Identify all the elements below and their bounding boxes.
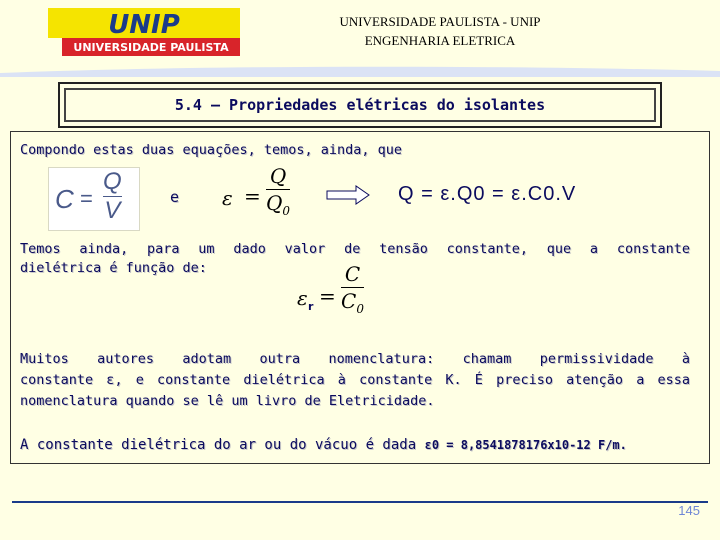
- eq4-lhs: ε: [297, 286, 308, 310]
- para2-line1: Temos ainda, para um dado valor de tensão constante, que a constante: [20, 241, 690, 257]
- eq2-equals: =: [244, 184, 261, 208]
- para3-line1: Muitos autores adotam outra nomenclatura: chamam permissividade à: [20, 351, 690, 367]
- capacitance-formula: [48, 167, 140, 231]
- course-name: ENGENHARIA ELETRICA: [364, 33, 516, 48]
- eq1-fraction: [103, 170, 122, 223]
- connector-e: e: [170, 188, 180, 206]
- eq4-lhs-sub: r: [308, 300, 314, 313]
- eq4-denominator-sub: 0: [356, 302, 364, 316]
- permittivity-formula: [222, 164, 302, 232]
- eq2-lhs: ε: [222, 186, 233, 210]
- para3-line3: nomenclatura quando se lê um livro de Eletricidade.: [20, 393, 435, 409]
- eq4-equals: =: [319, 284, 336, 308]
- page-number: 145: [678, 503, 700, 518]
- para4-prefix: A constante dielétrica do ar ou do vácuo é dada: [20, 437, 417, 453]
- eq1-denominator: V: [104, 197, 121, 224]
- para3-line2: constante ε, e constante dielétrica à constante K. É preciso atenção a essa: [20, 372, 690, 388]
- eq1-lhs: C: [55, 184, 74, 214]
- intro-line: Compondo estas duas equações, temos, ainda, que: [20, 142, 403, 158]
- slide-title-box: [58, 82, 662, 128]
- vacuum-constant-line: [20, 437, 627, 453]
- eq4-fraction: [341, 264, 364, 315]
- para2-line2: dielétrica é função de:: [20, 260, 207, 276]
- eq4-denominator: C: [341, 289, 357, 313]
- footer-rule: [12, 501, 708, 503]
- eq2-fraction: [266, 166, 290, 217]
- relative-permittivity-formula: [297, 262, 377, 332]
- eq1-equals: =: [80, 186, 93, 211]
- slide-title: 5.4 – Propriedades elétricas do isolantes: [64, 88, 656, 122]
- eq1-numerator: Q: [103, 168, 122, 195]
- eq2-denominator-sub: 0: [282, 204, 291, 218]
- eq4-numerator: C: [344, 262, 361, 286]
- eq2-denominator: Q: [266, 191, 283, 215]
- epsilon0-value: ε0 = 8,8541878176x10-12 F/m.: [424, 438, 627, 452]
- unip-logo: [48, 8, 240, 56]
- logo-text: UNIP: [108, 10, 180, 40]
- university-name: UNIVERSIDADE PAULISTA - UNIP: [339, 14, 541, 29]
- implies-arrow-icon: [326, 185, 370, 209]
- charge-equation: Q = ε.Q0 = ε.C0.V: [398, 183, 577, 205]
- header-swoosh: [0, 62, 720, 76]
- logo-subtext: UNIVERSIDADE PAULISTA: [73, 41, 229, 54]
- eq2-numerator: Q: [269, 164, 287, 188]
